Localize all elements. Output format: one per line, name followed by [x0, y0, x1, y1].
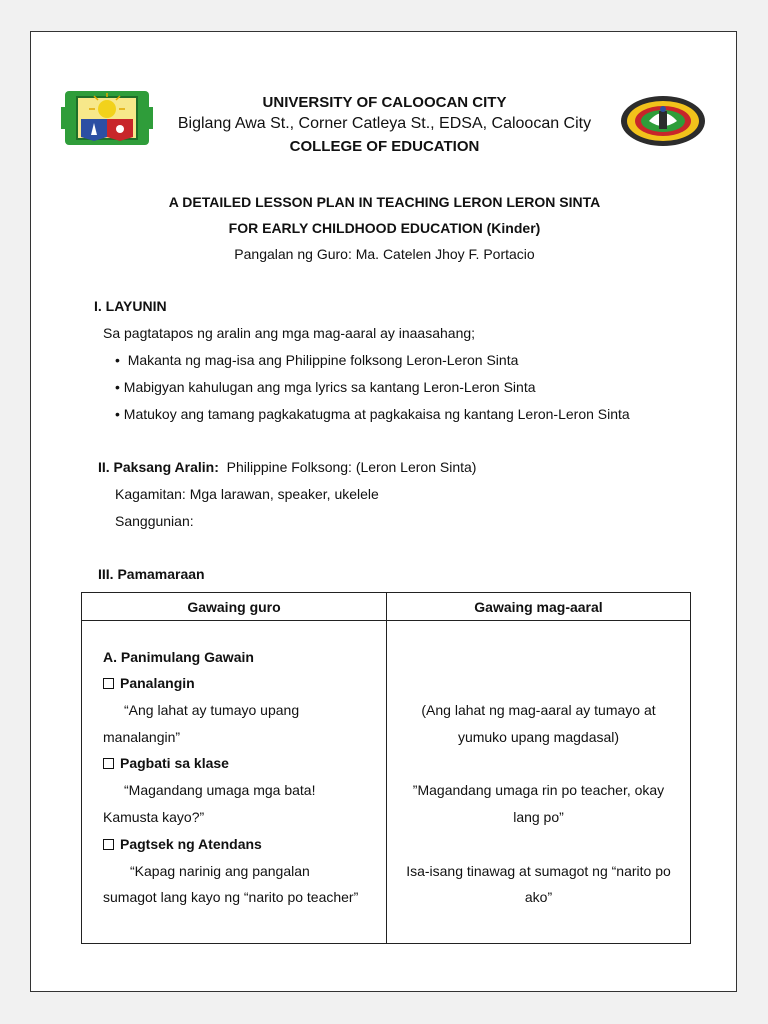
checkbox-icon: [103, 839, 114, 850]
university-name: UNIVERSITY OF CALOOCAN CITY: [262, 94, 507, 111]
panalangin-text-1: “Ang lahat ay tumayo upang: [124, 702, 300, 718]
bullet-text: Matukoy ang tamang pagkakatugma at pagkakaisa ng kantang Leron-Leron Sinta: [123, 406, 630, 422]
layunin-bullet-3: • Matukoy ang tamang pagkakatugma at pagkakaisa ng kantang Leron-Leron Sinta: [115, 406, 630, 422]
checkbox-icon: [103, 678, 114, 689]
paksang-aralin-value: Philippine Folksong: (Leron Leron Sinta): [226, 459, 477, 475]
bullet-text: Makanta ng mag-isa ang Philippine folksong Leron-Leron Sinta: [127, 352, 519, 368]
panalangin-text-2: manalangin”: [103, 729, 181, 745]
student-response-1b: yumuko upang magdasal): [457, 729, 620, 745]
lesson-title-line2: FOR EARLY CHILDHOOD EDUCATION (Kinder): [228, 220, 541, 236]
procedure-table: [81, 592, 691, 944]
table-row: [82, 621, 691, 944]
pagbati-item: [103, 755, 229, 771]
lesson-title-line1: A DETAILED LESSON PLAN IN TEACHING LERON LERON SINTA: [168, 194, 601, 210]
panalangin-title: Panalangin: [120, 675, 195, 691]
layunin-bullet-2: • Mabigyan kahulugan ang mga lyrics sa kantang Leron-Leron Sinta: [115, 379, 536, 395]
teacher-name: Pangalan ng Guro: Ma. Catelen Jhoy F. Portacio: [234, 246, 535, 262]
atendans-item: [103, 836, 262, 852]
student-response-3b: ako”: [524, 889, 553, 905]
pamamaraan-heading: III. Pamamaraan: [98, 566, 205, 582]
student-response-2b: lang po”: [513, 809, 564, 825]
pagbati-text-1: “Magandang umaga mga bata!: [124, 782, 316, 798]
student-response-1a: (Ang lahat ng mag-aaral ay tumayo at: [421, 702, 656, 718]
layunin-intro: Sa pagtatapos ng aralin ang mga mag-aaral ay inaasahang;: [103, 325, 476, 341]
student-activity-cell: [387, 621, 691, 944]
teacher-activity-cell: [82, 621, 387, 944]
pagbati-text-2: Kamusta kayo?”: [103, 809, 205, 825]
table-header-row: [82, 593, 691, 621]
university-address: Biglang Awa St., Corner Catleya St., EDSA, Caloocan City: [177, 115, 592, 132]
atendans-text-1: “Kapag narinig ang pangalan: [130, 863, 310, 879]
kagamitan-line: Kagamitan: Mga larawan, speaker, ukelele: [115, 486, 379, 502]
bullet-text: Mabigyan kahulugan ang mga lyrics sa kantang Leron-Leron Sinta: [123, 379, 536, 395]
college-name: COLLEGE OF EDUCATION: [289, 138, 480, 155]
atendans-text-2: sumagot lang kayo ng “narito po teacher”: [103, 889, 359, 905]
column-header-teacher: Gawaing guro: [82, 593, 387, 621]
document-page: [30, 31, 737, 992]
column-header-student: Gawaing mag-aaral: [387, 593, 691, 621]
sanggunian-line: Sanggunian:: [115, 513, 194, 529]
layunin-bullet-1: • Makanta ng mag-isa ang Philippine folksong Leron-Leron Sinta: [115, 352, 519, 368]
atendans-title: Pagtsek ng Atendans: [120, 836, 262, 852]
student-response-2a: ”Magandang umaga rin po teacher, okay: [412, 782, 665, 798]
layunin-heading: I. LAYUNIN: [94, 298, 167, 314]
panalangin-item: [103, 675, 195, 691]
section-title: A. Panimulang Gawain: [103, 649, 254, 665]
checkbox-icon: [103, 758, 114, 769]
pagbati-title: Pagbati sa klase: [120, 755, 229, 771]
paksang-aralin-line: [98, 459, 476, 475]
paksang-aralin-heading: II. Paksang Aralin:: [98, 459, 219, 475]
student-response-3a: Isa-isang tinawag at sumagot ng “narito po: [406, 863, 671, 879]
